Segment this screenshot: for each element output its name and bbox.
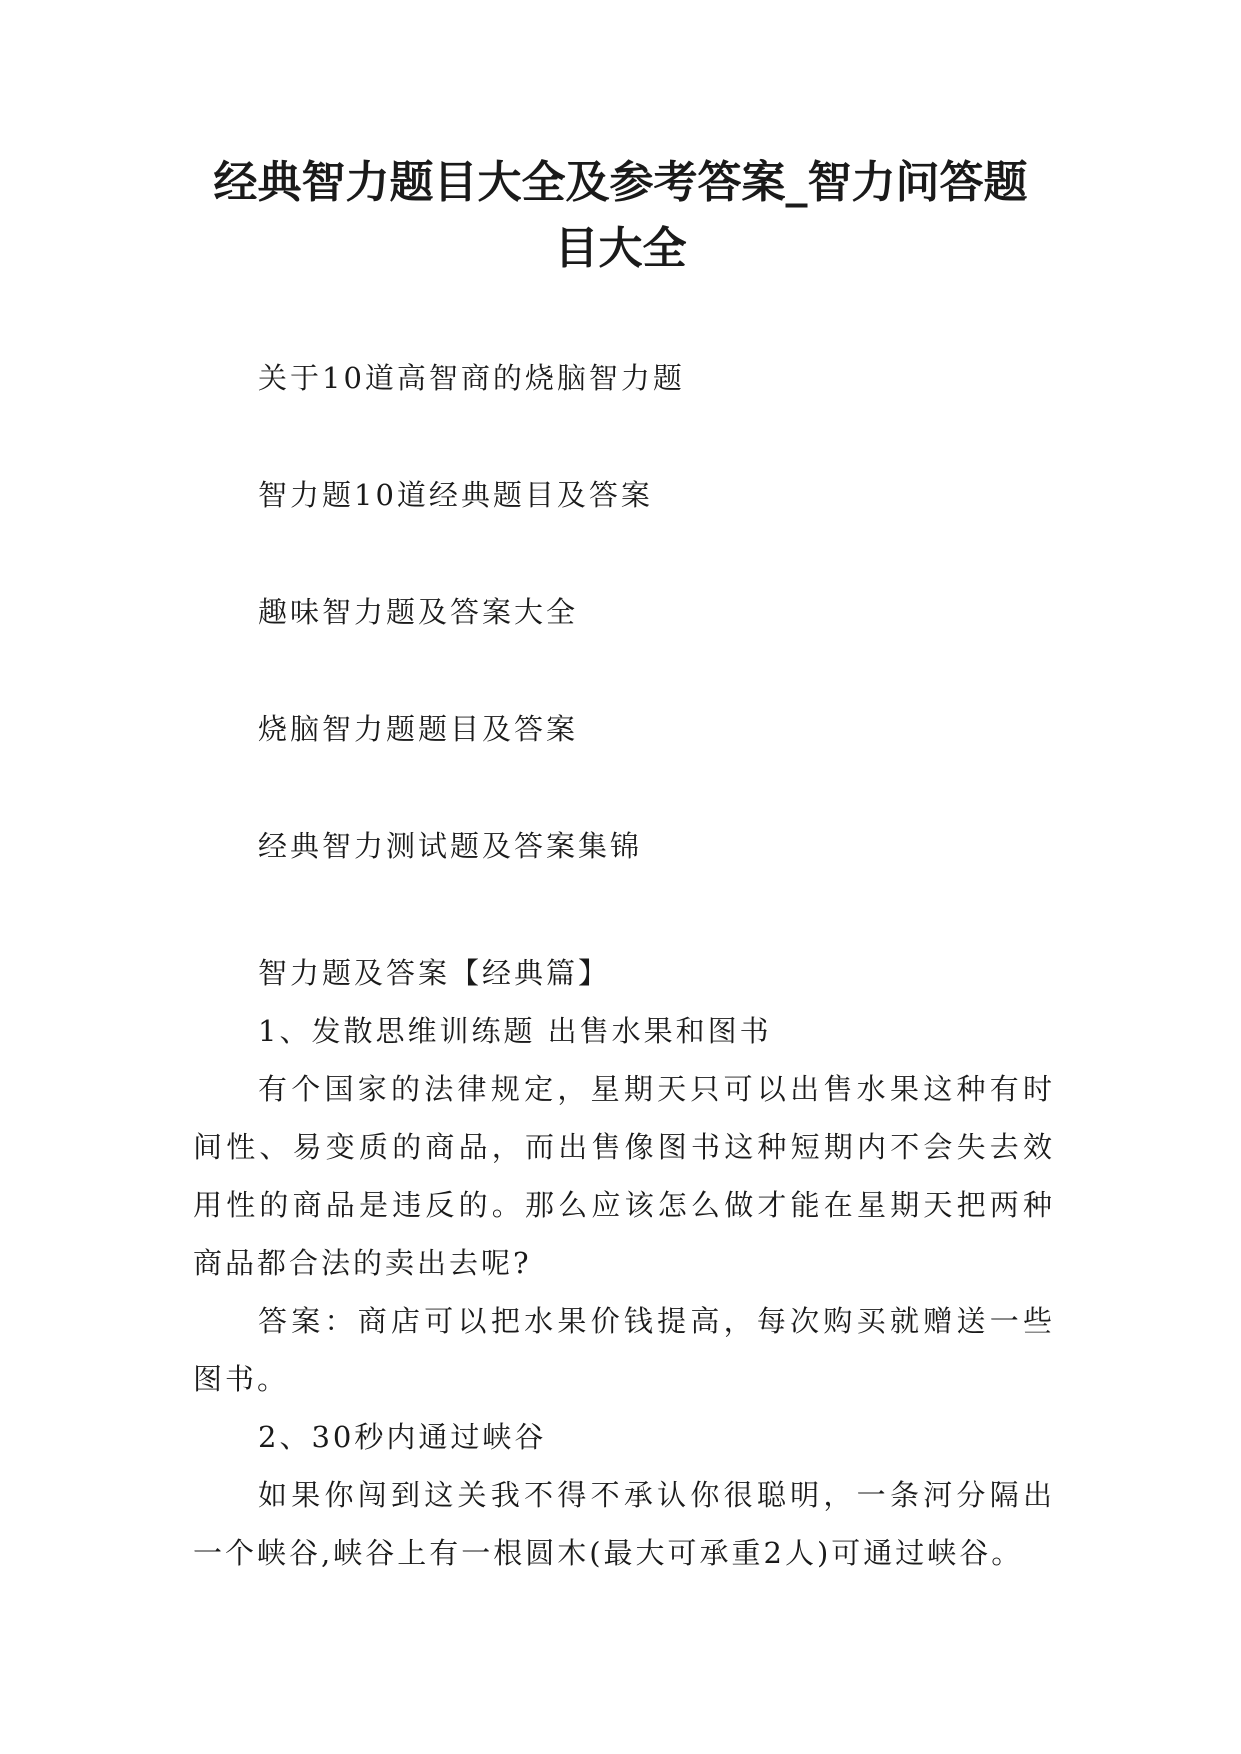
article-content — [193, 944, 1055, 1582]
topic-list — [258, 358, 1058, 943]
question-2-text: 如果你闯到这关我不得不承认你很聪明，一条河分隔出一个峡谷,峡谷上有一根圆木(最大可承重2人)可通过峡谷。 — [193, 1478, 1055, 1570]
question-1-text: 有个国家的法律规定，星期天只可以出售水果这种有时间性、易变质的商品，而出售像图书这种短期内不会失去效用性的商品是违反的。那么应该怎么做才能在星期天把两种商品都合法的卖出去呢? — [193, 1072, 1055, 1280]
question-2-heading: 2、30秒内通过峡谷 — [258, 1420, 547, 1454]
topic-item: 经典智力测试题及答案集锦 — [258, 829, 643, 863]
topic-item: 烧脑智力题题目及答案 — [258, 712, 579, 746]
title-line-2: 目大全 — [554, 223, 687, 274]
document-title — [150, 150, 1091, 282]
topic-item: 趣味智力题及答案大全 — [258, 595, 579, 629]
topic-item: 智力题10道经典题目及答案 — [258, 478, 653, 512]
question-1-heading: 1、发散思维训练题 出售水果和图书 — [258, 1014, 772, 1048]
topic-item: 关于10道高智商的烧脑智力题 — [258, 361, 685, 395]
title-line-1: 经典智力题目大全及参考答案_智力问答题 — [213, 157, 1028, 208]
question-1-answer: 答案：商店可以把水果价钱提高，每次购买就赠送一些图书。 — [193, 1304, 1055, 1396]
section-heading: 智力题及答案【经典篇】 — [258, 956, 611, 990]
